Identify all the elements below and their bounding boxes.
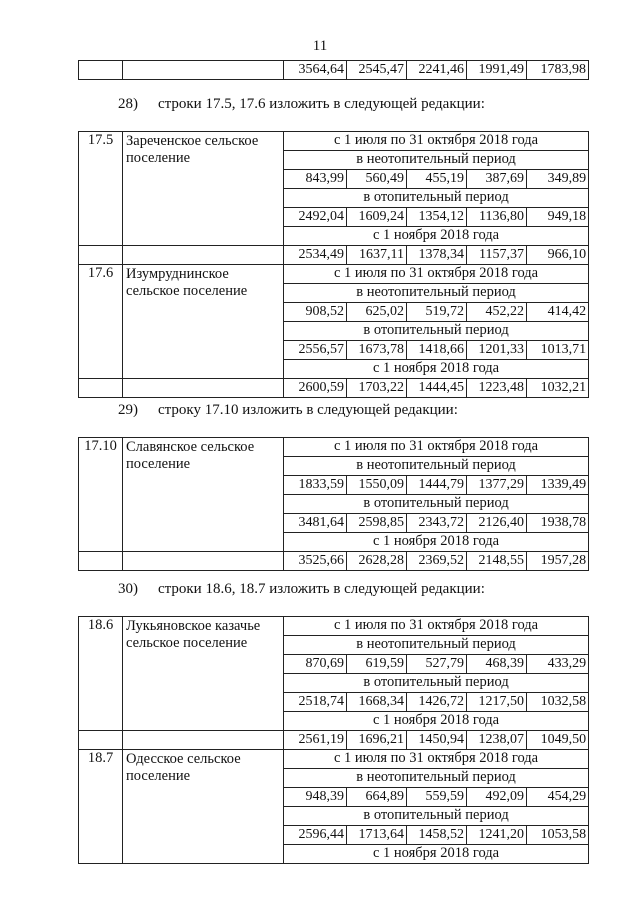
value-cell: 1444,79 bbox=[407, 476, 467, 495]
value-cell: 908,52 bbox=[284, 303, 347, 322]
value-cell: 468,39 bbox=[467, 655, 527, 674]
value-cell: 1354,12 bbox=[407, 208, 467, 227]
value-cell: 2628,28 bbox=[347, 552, 407, 571]
value-cell: 625,02 bbox=[347, 303, 407, 322]
value-cell: 1426,72 bbox=[407, 693, 467, 712]
value-cell: 1032,21 bbox=[527, 379, 589, 398]
value-cell: 2148,55 bbox=[467, 552, 527, 571]
value-cell: 966,10 bbox=[527, 246, 589, 265]
row-code: 17.5 bbox=[79, 132, 123, 246]
value-cell: 1991,49 bbox=[467, 61, 527, 80]
value-cell: 387,69 bbox=[467, 170, 527, 189]
section-number: 30) bbox=[118, 581, 138, 597]
value-cell: 1418,66 bbox=[407, 341, 467, 360]
value-cell: 2598,85 bbox=[347, 514, 407, 533]
value-cell: 1136,80 bbox=[467, 208, 527, 227]
row-code: 18.6 bbox=[79, 617, 123, 731]
value-cell: 1450,94 bbox=[407, 731, 467, 750]
value-cell: 2369,52 bbox=[407, 552, 467, 571]
value-cell: 454,29 bbox=[527, 788, 589, 807]
value-cell: 2343,72 bbox=[407, 514, 467, 533]
value-cell: 1013,71 bbox=[527, 341, 589, 360]
value-cell: 2556,57 bbox=[284, 341, 347, 360]
settlement-name: Зареченское сельское поселение bbox=[123, 132, 284, 246]
value-cell: 843,99 bbox=[284, 170, 347, 189]
value-cell: 1673,78 bbox=[347, 341, 407, 360]
tariff-table bbox=[78, 131, 589, 398]
value-cell: 948,39 bbox=[284, 788, 347, 807]
name-cell bbox=[123, 552, 284, 571]
table-row bbox=[79, 438, 589, 457]
value-cell: 949,18 bbox=[527, 208, 589, 227]
value-cell: 2241,46 bbox=[407, 61, 467, 80]
tariff-table bbox=[78, 437, 589, 571]
value-cell: 2561,19 bbox=[284, 731, 347, 750]
table-row bbox=[79, 617, 589, 636]
name-cell bbox=[123, 61, 284, 80]
section-number: 29) bbox=[118, 402, 138, 418]
table-row bbox=[79, 132, 589, 151]
section-text: строку 17.10 изложить в следующей редакции: bbox=[158, 402, 458, 418]
page-number: 11 bbox=[312, 38, 328, 54]
code-cell bbox=[79, 246, 123, 265]
value-cell: 349,89 bbox=[527, 170, 589, 189]
value-cell: 452,22 bbox=[467, 303, 527, 322]
value-cell: 1378,34 bbox=[407, 246, 467, 265]
value-cell: 1458,52 bbox=[407, 826, 467, 845]
value-cell: 1201,33 bbox=[467, 341, 527, 360]
value-cell: 2492,04 bbox=[284, 208, 347, 227]
value-cell: 1377,29 bbox=[467, 476, 527, 495]
row-code: 18.7 bbox=[79, 750, 123, 864]
value-cell: 870,69 bbox=[284, 655, 347, 674]
value-cell: 1833,59 bbox=[284, 476, 347, 495]
value-cell: 3481,64 bbox=[284, 514, 347, 533]
value-cell: 519,72 bbox=[407, 303, 467, 322]
section-heading bbox=[118, 402, 458, 419]
nonheating-header: в неотопительный период bbox=[284, 636, 589, 655]
value-cell: 1339,49 bbox=[527, 476, 589, 495]
value-cell: 1637,11 bbox=[347, 246, 407, 265]
november-header: с 1 ноября 2018 года bbox=[284, 845, 589, 864]
nonheating-header: в неотопительный период bbox=[284, 769, 589, 788]
heating-header: в отопительный период bbox=[284, 189, 589, 208]
value-cell: 3564,64 bbox=[284, 61, 347, 80]
section-heading bbox=[118, 96, 485, 113]
value-cell: 527,79 bbox=[407, 655, 467, 674]
value-cell: 1032,58 bbox=[527, 693, 589, 712]
table-row bbox=[79, 246, 589, 265]
period-header: с 1 июля по 31 октября 2018 года bbox=[284, 132, 589, 151]
value-cell: 664,89 bbox=[347, 788, 407, 807]
settlement-name: Славянское сельское поселение bbox=[123, 438, 284, 552]
nonheating-header: в неотопительный период bbox=[284, 151, 589, 170]
row-code: 17.6 bbox=[79, 265, 123, 379]
continuation-table bbox=[78, 60, 589, 80]
name-cell bbox=[123, 731, 284, 750]
value-cell: 3525,66 bbox=[284, 552, 347, 571]
row-code: 17.10 bbox=[79, 438, 123, 552]
period-header: с 1 июля по 31 октября 2018 года bbox=[284, 438, 589, 457]
value-cell: 1609,24 bbox=[347, 208, 407, 227]
period-header: с 1 июля по 31 октября 2018 года bbox=[284, 265, 589, 284]
november-header: с 1 ноября 2018 года bbox=[284, 712, 589, 731]
table-row bbox=[79, 379, 589, 398]
period-header: с 1 июля по 31 октября 2018 года bbox=[284, 617, 589, 636]
value-cell: 1938,78 bbox=[527, 514, 589, 533]
nonheating-header: в неотопительный период bbox=[284, 284, 589, 303]
value-cell: 1223,48 bbox=[467, 379, 527, 398]
table-row bbox=[79, 750, 589, 769]
value-cell: 1049,50 bbox=[527, 731, 589, 750]
value-cell: 1668,34 bbox=[347, 693, 407, 712]
value-cell: 1713,64 bbox=[347, 826, 407, 845]
code-cell bbox=[79, 552, 123, 571]
settlement-name: Изумруднинское сельское поселение bbox=[123, 265, 284, 379]
code-cell bbox=[79, 379, 123, 398]
value-cell: 1217,50 bbox=[467, 693, 527, 712]
value-cell: 1157,37 bbox=[467, 246, 527, 265]
section-text: строки 17.5, 17.6 изложить в следующей редакции: bbox=[158, 96, 485, 112]
heating-header: в отопительный период bbox=[284, 495, 589, 514]
settlement-name: Одесское сельское поселение bbox=[123, 750, 284, 864]
value-cell: 1550,09 bbox=[347, 476, 407, 495]
value-cell: 2545,47 bbox=[347, 61, 407, 80]
value-cell: 1444,45 bbox=[407, 379, 467, 398]
name-cell bbox=[123, 379, 284, 398]
heating-header: в отопительный период bbox=[284, 322, 589, 341]
value-cell: 1053,58 bbox=[527, 826, 589, 845]
value-cell: 414,42 bbox=[527, 303, 589, 322]
settlement-name: Лукьяновское казачье сельское поселение bbox=[123, 617, 284, 731]
section-heading bbox=[118, 581, 485, 598]
value-cell: 560,49 bbox=[347, 170, 407, 189]
value-cell: 1696,21 bbox=[347, 731, 407, 750]
value-cell: 433,29 bbox=[527, 655, 589, 674]
table-row bbox=[79, 61, 589, 80]
november-header: с 1 ноября 2018 года bbox=[284, 227, 589, 246]
section-number: 28) bbox=[118, 96, 138, 112]
value-cell: 1957,28 bbox=[527, 552, 589, 571]
heating-header: в отопительный период bbox=[284, 807, 589, 826]
november-header: с 1 ноября 2018 года bbox=[284, 533, 589, 552]
value-cell: 2518,74 bbox=[284, 693, 347, 712]
table-row bbox=[79, 731, 589, 750]
value-cell: 2600,59 bbox=[284, 379, 347, 398]
value-cell: 492,09 bbox=[467, 788, 527, 807]
value-cell: 455,19 bbox=[407, 170, 467, 189]
name-cell bbox=[123, 246, 284, 265]
november-header: с 1 ноября 2018 года bbox=[284, 360, 589, 379]
value-cell: 619,59 bbox=[347, 655, 407, 674]
value-cell: 2126,40 bbox=[467, 514, 527, 533]
code-cell bbox=[79, 731, 123, 750]
value-cell: 2596,44 bbox=[284, 826, 347, 845]
table-row bbox=[79, 265, 589, 284]
nonheating-header: в неотопительный период bbox=[284, 457, 589, 476]
value-cell: 1241,20 bbox=[467, 826, 527, 845]
value-cell: 2534,49 bbox=[284, 246, 347, 265]
period-header: с 1 июля по 31 октября 2018 года bbox=[284, 750, 589, 769]
value-cell: 559,59 bbox=[407, 788, 467, 807]
value-cell: 1238,07 bbox=[467, 731, 527, 750]
table-row bbox=[79, 552, 589, 571]
code-cell bbox=[79, 61, 123, 80]
tariff-table bbox=[78, 616, 589, 864]
heating-header: в отопительный период bbox=[284, 674, 589, 693]
value-cell: 1783,98 bbox=[527, 61, 589, 80]
section-text: строки 18.6, 18.7 изложить в следующей редакции: bbox=[158, 581, 485, 597]
value-cell: 1703,22 bbox=[347, 379, 407, 398]
